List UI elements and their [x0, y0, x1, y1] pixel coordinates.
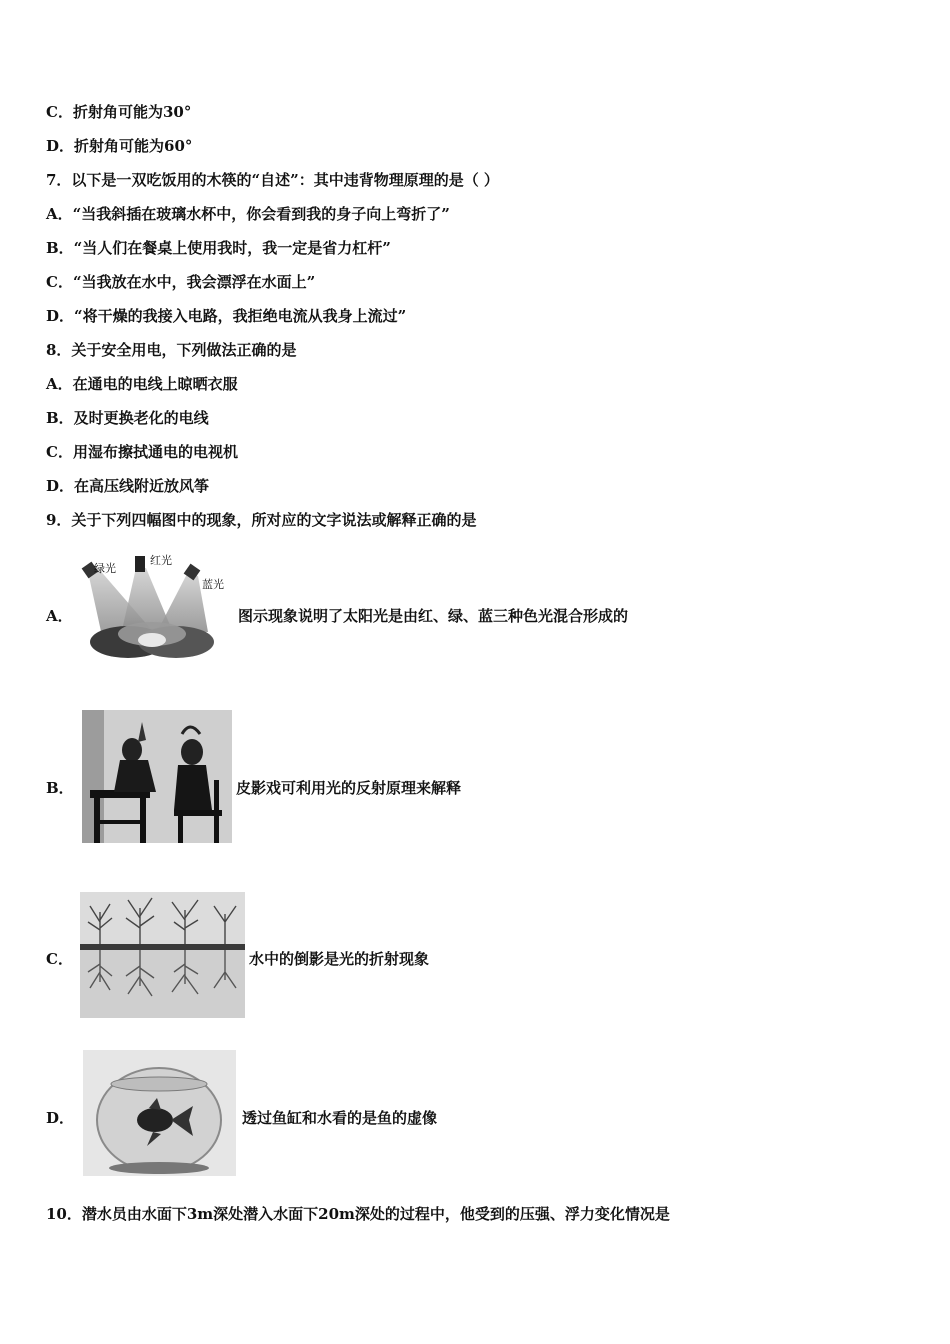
blue-light-label: 蓝光 — [202, 578, 224, 591]
water-reflection-image — [80, 892, 245, 1018]
q9-option-b-letter: B． — [46, 779, 74, 797]
q9-option-d-letter: D． — [46, 1109, 75, 1127]
q7-stem: 7．以下是一双吃饭用的木筷的“自述”：其中违背物理原理的是（ ） — [46, 171, 499, 189]
q7-option-b: B．“当人们在餐桌上使用我时，我一定是省力杠杆” — [46, 239, 391, 257]
q9-stem: 9．关于下列四幅图中的现象，所对应的文字说法或解释正确的是 — [46, 511, 477, 529]
color-mixing-figure — [80, 550, 235, 665]
q9-option-d-caption: 透过鱼缸和水看的是鱼的虚像 — [242, 1109, 438, 1127]
q9-option-a-letter: A． — [46, 607, 73, 625]
q9-option-c-caption: 水中的倒影是光的折射现象 — [249, 950, 430, 968]
q8-option-a: A．在通电的电线上晾晒衣服 — [46, 375, 238, 393]
red-light-label: 红光 — [150, 554, 172, 567]
green-light-label: 绿光 — [94, 562, 116, 575]
shadow-puppet-image — [82, 710, 232, 843]
q9-option-c-letter: C． — [46, 950, 73, 968]
fishbowl-image — [83, 1050, 236, 1176]
q9-option-a-caption: 图示现象说明了太阳光是由红、绿、蓝三种色光混合形成的 — [238, 607, 629, 625]
q8-option-b: B．及时更换老化的电线 — [46, 409, 209, 427]
q7-option-d: D．“将干燥的我接入电路，我拒绝电流从我身上流过” — [46, 307, 407, 325]
q8-option-d: D．在高压线附近放风筝 — [46, 477, 210, 495]
q10-stem: 10．潜水员由水面下3m深处潜入水面下20m深处的过程中，他受到的压强、浮力变化情况是 — [46, 1205, 670, 1223]
q9-option-b-caption: 皮影戏可利用光的反射原理来解释 — [236, 779, 462, 797]
q7-option-c: C．“当我放在水中，我会漂浮在水面上” — [46, 273, 316, 291]
q6-option-c: C．折射角可能为30° — [46, 103, 192, 121]
q8-stem: 8．关于安全用电，下列做法正确的是 — [46, 341, 297, 359]
q6-option-d: D．折射角可能为60° — [46, 137, 193, 155]
q8-option-c: C．用湿布擦拭通电的电视机 — [46, 443, 238, 461]
q7-option-a: A．“当我斜插在玻璃水杯中，你会看到我的身子向上弯折了” — [46, 205, 450, 223]
